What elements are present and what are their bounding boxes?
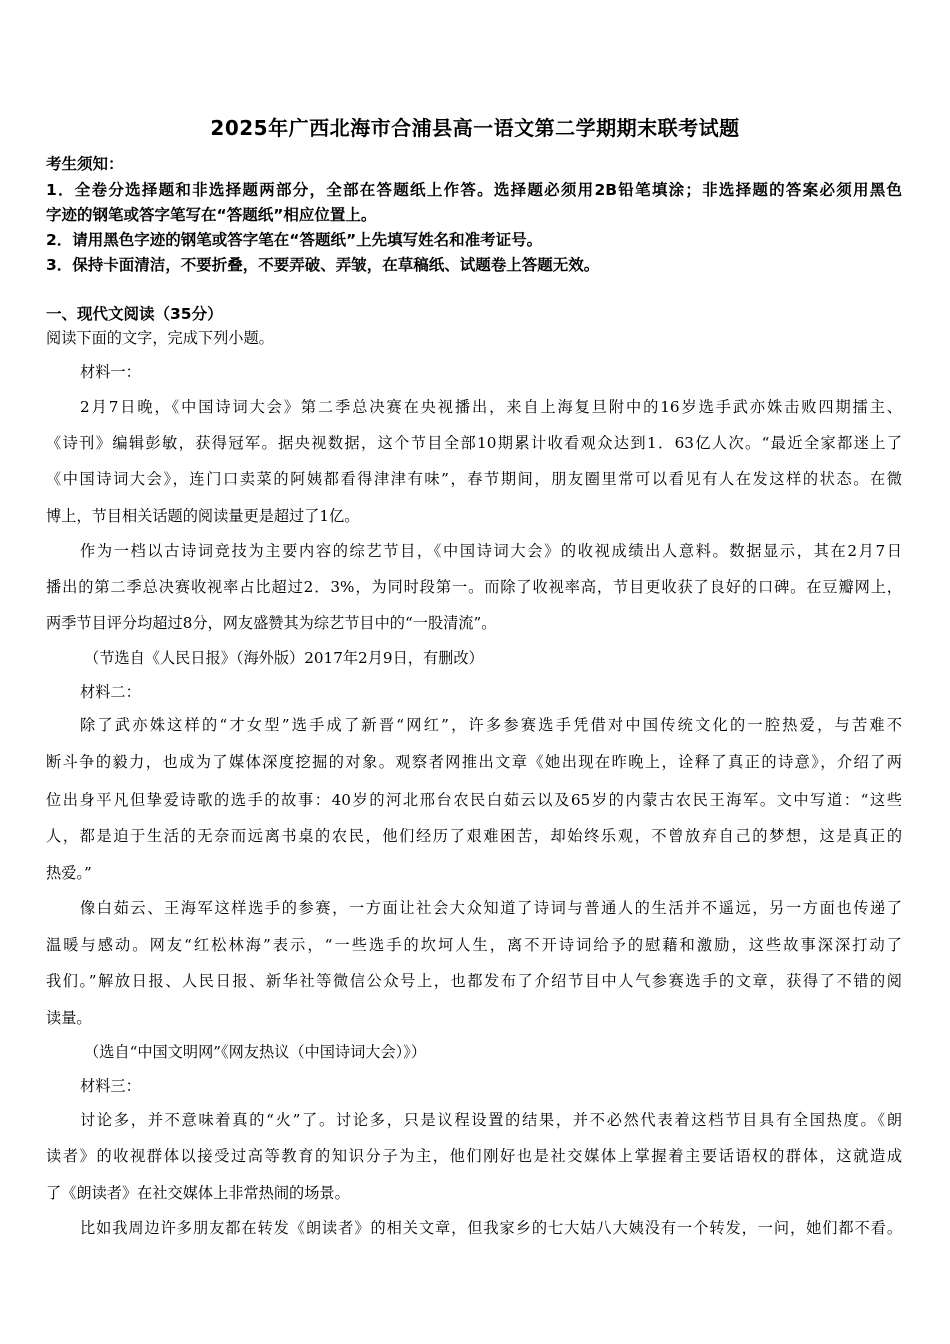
- paragraph-line: 2月7日晚，《中国诗词大会》第二季总决赛在央视播出，来自上海复旦附中的16岁选手武亦姝击败四期擂主、: [80, 398, 902, 416]
- page-title: 2025年广西北海市合浦县高一语文第二学期期末联考试题: [210, 116, 740, 140]
- material-label: 材料三：: [80, 1077, 141, 1095]
- paragraph-line: 《中国诗词大会》，连门口卖菜的阿姨都看得津津有味”，春节期间，朋友圈里常可以看见有人在发这样的状态。在微: [46, 470, 902, 488]
- paragraph-line: 读量。: [46, 1009, 92, 1027]
- paragraph-line: 播出的第二季总决赛收视率占比超过2．3%，为同时段第一。而除了收视率高，节目更收获了良好的口碑。在豆瓣网上，: [46, 578, 902, 596]
- paragraph-line: 除了武亦姝这样的“才女型”选手成了新晋“网红”，许多参赛选手凭借对中国传统文化的一腔热爱，与苦难不: [80, 716, 902, 734]
- paragraph-line: 位出身平凡但挚爱诗歌的选手的故事：40岁的河北邢台农民白茹云以及65岁的内蒙古农民王海军。文中写道：“这些: [46, 791, 902, 809]
- source-citation: （节选自《人民日报》（海外版）2017年2月9日，有删改）: [84, 649, 484, 667]
- notice-heading: 考生须知：: [46, 155, 124, 173]
- notice-item: 2．请用黑色字迹的钢笔或答字笔在“答题纸”上先填写姓名和准考证号。: [46, 231, 543, 249]
- section-heading: 一、现代文阅读（35分）: [46, 305, 223, 323]
- notice-item: 字迹的钢笔或答字笔写在“答题纸”相应位置上。: [46, 206, 377, 224]
- paragraph-line: 两季节目评分均超过8分，网友盛赞其为综艺节目中的“一股清流”。: [46, 614, 497, 632]
- source-citation: （选自“中国文明网”《网友热议（中国诗词大会）》）: [84, 1043, 427, 1061]
- section-instruction: 阅读下面的文字，完成下列小题。: [46, 329, 274, 347]
- paragraph-line: 热爱。”: [46, 864, 92, 882]
- paragraph-line: 了《朗读者》在社交媒体上非常热闹的场景。: [46, 1184, 350, 1202]
- paragraph-line: 比如我周边许多朋友都在转发《朗读者》的相关文章，但我家乡的七大姑八大姨没有一个转发，一问，她们都不看。: [80, 1219, 902, 1237]
- paragraph-line: 博上，节目相关话题的阅读量更是超过了1亿。: [46, 507, 360, 525]
- paragraph-line: 断斗争的毅力，也成为了媒体深度挖掘的对象。观察者网推出文章《她出现在昨晚上，诠释了真正的诗意》，介绍了两: [46, 753, 902, 771]
- paragraph-line: 温暖与感动。网友“红松林海”表示，“一些选手的坎坷人生，离不开诗词给予的慰藉和激励，这些故事深深打动了: [46, 936, 902, 954]
- notice-item: 1．全卷分选择题和非选择题两部分，全部在答题纸上作答。选择题必须用2B铅笔填涂；非选择题的答案必须用黑色: [46, 181, 902, 199]
- paragraph-line: 我们。”解放日报、人民日报、新华社等微信公众号上，也都发布了介绍节目中人气参赛选手的文章，获得了不错的阅: [46, 972, 902, 990]
- paragraph-line: 作为一档以古诗词竞技为主要内容的综艺节目，《中国诗词大会》的收视成绩出人意料。数据显示，其在2月7日: [80, 542, 902, 560]
- paragraph-line: 读者》的收视群体以接受过高等教育的知识分子为主，他们刚好也是社交媒体上掌握着主要话语权的群体，这就造成: [46, 1147, 902, 1165]
- paragraph-line: 人，都是迫于生活的无奈而远离书桌的农民，他们经历了艰难困苦，却始终乐观，不曾放弃自己的梦想，这是真正的: [46, 827, 902, 845]
- material-label: 材料二：: [80, 683, 141, 701]
- notice-item: 3．保持卡面清洁，不要折叠，不要弄破、弄皱，在草稿纸、试题卷上答题无效。: [46, 256, 600, 274]
- paragraph-line: 《诗刊》编辑彭敏，获得冠军。据央视数据，这个节目全部10期累计收看观众达到1．63亿人次。“最近全家都迷上了: [46, 434, 902, 452]
- paragraph-line: 讨论多，并不意味着真的“火”了。讨论多，只是议程设置的结果，并不必然代表着这档节目具有全国热度。《朗: [80, 1111, 902, 1129]
- material-label: 材料一：: [80, 363, 141, 381]
- paragraph-line: 像白茹云、王海军这样选手的参赛，一方面让社会大众知道了诗词与普通人的生活并不遥远，另一方面也传递了: [80, 899, 902, 917]
